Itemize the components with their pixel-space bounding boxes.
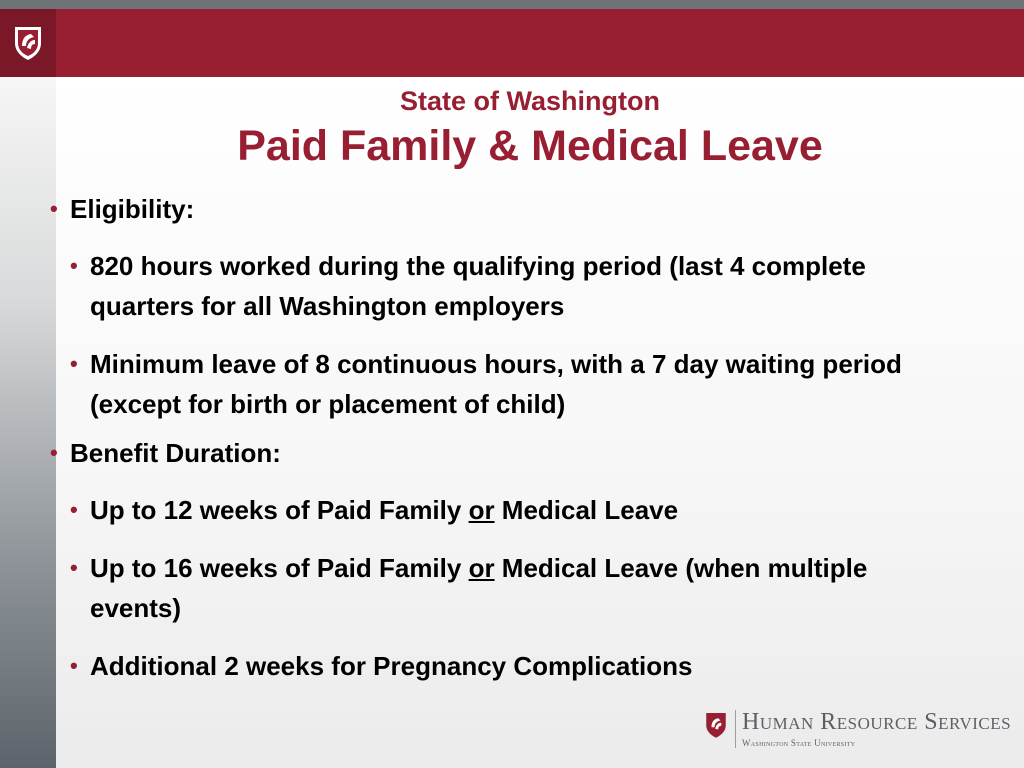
bullet-dot-icon: • bbox=[70, 653, 78, 678]
header-logo bbox=[0, 9, 56, 77]
benefit-heading: Benefit Duration: bbox=[70, 438, 281, 468]
bullet-dot-icon: • bbox=[50, 440, 58, 465]
left-gradient-bar bbox=[0, 9, 56, 768]
bullet-dot-icon: • bbox=[50, 196, 58, 221]
bullet-dot-icon: • bbox=[70, 253, 78, 278]
emphasis-or: or bbox=[468, 553, 495, 583]
wsu-cougar-shield-icon bbox=[704, 710, 728, 740]
bullet-text-line: quarters for all Washington employers bbox=[90, 291, 565, 321]
bullet-text-line: (except for birth or placement of child) bbox=[90, 389, 566, 419]
bullet-eligibility-hours bbox=[56, 246, 1024, 326]
bullet-text-line: Minimum leave of 8 continuous hours, with a 7 day waiting period bbox=[90, 349, 902, 379]
footer-logo bbox=[704, 708, 1012, 752]
bullet-dot-icon: • bbox=[70, 555, 78, 580]
bullet-text: Up to 16 weeks of Paid Family bbox=[90, 553, 469, 583]
slide-subtitle: State of Washington bbox=[400, 86, 660, 116]
bullet-benefit-12-weeks bbox=[56, 490, 1024, 530]
eligibility-heading: Eligibility: bbox=[70, 194, 195, 224]
emphasis-or: or bbox=[468, 495, 495, 525]
bullet-eligibility bbox=[50, 192, 1024, 226]
footer-department-name: Human Resource Services bbox=[742, 709, 1012, 735]
slide-content bbox=[50, 192, 1024, 712]
bullet-benefit-16-weeks bbox=[56, 548, 1024, 628]
header-band bbox=[0, 9, 1024, 77]
bullet-benefit-pregnancy bbox=[56, 646, 1024, 686]
bullet-dot-icon: • bbox=[70, 351, 78, 376]
top-strip bbox=[0, 0, 1024, 9]
bullet-text: Up to 12 weeks of Paid Family bbox=[90, 495, 469, 525]
footer-divider bbox=[735, 710, 736, 748]
bullet-text-line: events) bbox=[90, 593, 182, 623]
wsu-cougar-shield-icon bbox=[12, 25, 44, 61]
bullet-benefit-duration bbox=[50, 436, 1024, 470]
bullet-text-line: 820 hours worked during the qualifying period (last 4 complete bbox=[90, 251, 866, 281]
bullet-dot-icon: • bbox=[70, 497, 78, 522]
bullet-text: Additional 2 weeks for Pregnancy Complications bbox=[90, 651, 693, 681]
footer-university-name: Washington State University bbox=[742, 738, 856, 748]
bullet-text: Medical Leave bbox=[494, 495, 679, 525]
bullet-text: Medical Leave (when multiple bbox=[494, 553, 868, 583]
slide-title: Paid Family & Medical Leave bbox=[237, 122, 823, 170]
bullet-eligibility-minimum bbox=[56, 344, 1024, 424]
